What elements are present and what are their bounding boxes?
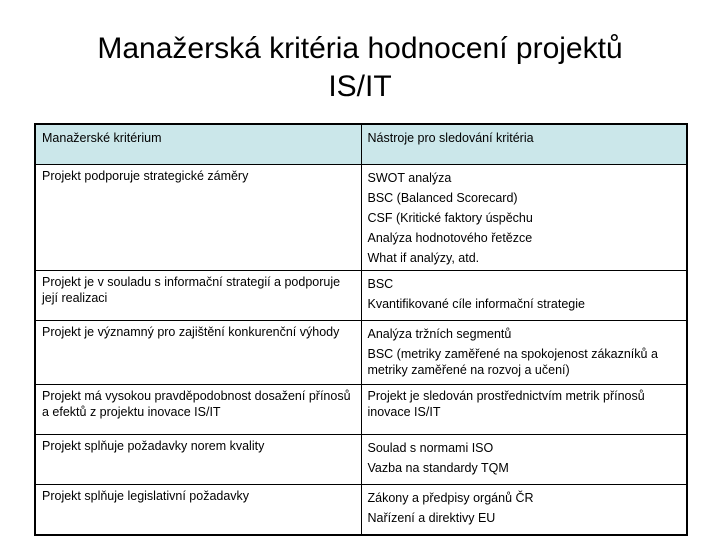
table-row <box>35 165 687 271</box>
tool-item: BSC <box>367 277 394 291</box>
tool-item: Analýza tržních segmentů <box>367 327 512 341</box>
tools-cell <box>361 385 687 435</box>
tool-item: Analýza hodnotového řetězce <box>367 231 533 245</box>
table-row <box>35 385 687 435</box>
table-row <box>35 321 687 385</box>
tools-cell <box>361 485 687 536</box>
slide-title-line-2: IS/IT <box>328 70 392 103</box>
tools-cell <box>361 165 687 271</box>
tool-item: Projekt je sledován prostřednictvím metrik přínosů inovace IS/IT <box>367 389 645 419</box>
tools-cell <box>361 271 687 321</box>
tool-item: Kvantifikované cíle informační strategie <box>367 297 585 311</box>
criterion-cell: Projekt má vysokou pravděpodobnost dosažení přínosů a efektů z projektu inovace IS/IT <box>35 385 361 435</box>
tools-cell <box>361 321 687 385</box>
criterion-cell: Projekt je významný pro zajištění konkurenční výhody <box>35 321 361 385</box>
tool-item: Soulad s normami ISO <box>367 441 494 455</box>
tool-item: SWOT analýza <box>367 171 452 185</box>
criterion-cell: Projekt je v souladu s informační strategií a podporuje její realizaci <box>35 271 361 321</box>
table-header-row <box>35 124 687 165</box>
table-row <box>35 435 687 485</box>
header-criterion: Manažerské kritérium <box>35 124 361 165</box>
criterion-cell: Projekt splňuje legislativní požadavky <box>35 485 361 536</box>
criterion-cell: Projekt podporuje strategické záměry <box>35 165 361 271</box>
tool-item: Zákony a předpisy orgánů ČR <box>367 491 534 505</box>
table-row <box>35 485 687 536</box>
tool-item: BSC (Balanced Scorecard) <box>367 191 518 205</box>
tools-cell <box>361 435 687 485</box>
criteria-table <box>34 123 688 536</box>
tool-item: Nařízení a direktivy EU <box>367 511 496 525</box>
header-tools: Nástroje pro sledování kritéria <box>361 124 687 165</box>
tool-item: CSF (Kritické faktory úspěchu <box>367 211 533 225</box>
table-row <box>35 271 687 321</box>
slide-title <box>0 30 720 106</box>
criterion-cell: Projekt splňuje požadavky norem kvality <box>35 435 361 485</box>
tool-item: What if analýzy, atd. <box>367 251 480 265</box>
tool-item: BSC (metriky zaměřené na spokojenost zákazníků a metriky zaměřené na rozvoj a učení) <box>367 347 658 377</box>
slide-title-line-1: Manažerská kritéria hodnocení projektů <box>97 32 623 65</box>
tool-item: Vazba na standardy TQM <box>367 461 509 475</box>
